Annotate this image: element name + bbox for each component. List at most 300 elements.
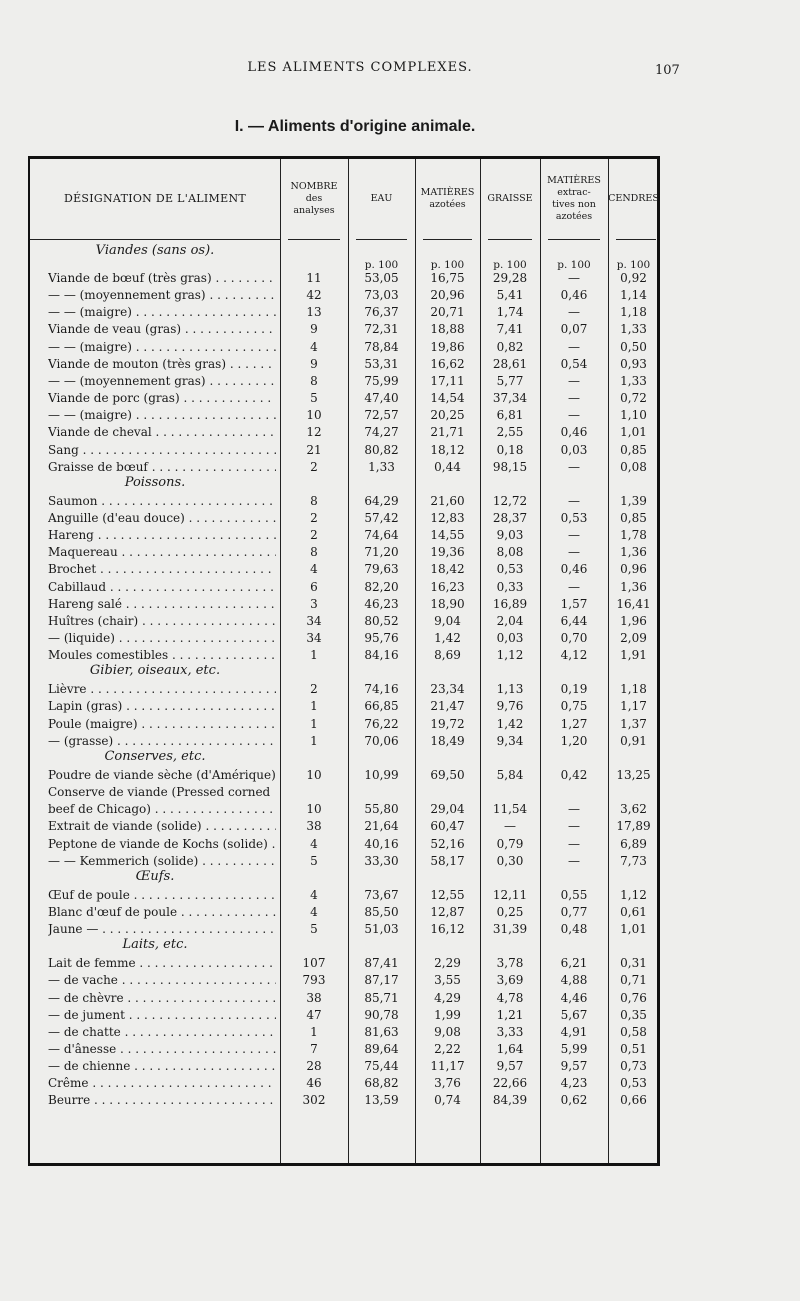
extractives-value: — xyxy=(568,819,580,834)
eau-value: 75,44 xyxy=(364,1059,399,1074)
azotees-value: 3,76 xyxy=(434,1076,461,1091)
cendres-value: 1,37 xyxy=(620,716,647,731)
table-row xyxy=(30,408,657,425)
cendres-value: 1,01 xyxy=(620,425,647,440)
analyses-count: 8 xyxy=(310,493,318,508)
food-label: — d'ânesse . . . xyxy=(48,1042,276,1056)
table-row xyxy=(30,305,657,322)
cendres-value: 13,25 xyxy=(616,767,651,782)
analyses-count: 9 xyxy=(310,356,318,371)
eau-value: 78,84 xyxy=(364,339,399,354)
eau-value: 81,63 xyxy=(364,1024,399,1039)
analyses-count: 8 xyxy=(310,545,318,560)
analyses-count: 1 xyxy=(310,648,318,663)
graisse-value: 0,82 xyxy=(496,339,524,354)
extractives-value: 0,48 xyxy=(560,922,588,937)
graisse-value: 1,64 xyxy=(496,1042,524,1056)
food-label: — — Kemmerich (solide) . . . xyxy=(48,854,276,868)
analyses-count: 47 xyxy=(306,1007,322,1022)
cendres-value: 3,62 xyxy=(620,802,647,817)
table-row xyxy=(30,1025,657,1042)
food-label: Peptone de viande de Kochs (solide) . . . xyxy=(48,837,276,851)
table-row xyxy=(30,1059,657,1076)
extractives-value: 0,46 xyxy=(560,425,588,440)
food-label: Viande de veau (gras) . . . xyxy=(48,322,276,336)
extractives-value: 6,44 xyxy=(560,613,588,628)
food-label: Lapin (gras) . . . xyxy=(48,699,276,713)
food-label: Lièvre . . . xyxy=(48,682,276,696)
table-row xyxy=(30,905,657,922)
category-title: Gibier, oiseaux, etc. xyxy=(89,663,221,679)
table-row xyxy=(30,374,657,391)
extractives-value: — xyxy=(568,305,580,320)
cendres-value: 0,66 xyxy=(620,1093,647,1108)
graisse-value: 5,41 xyxy=(496,288,524,303)
table-row xyxy=(30,768,657,785)
eau-value: 85,50 xyxy=(364,904,399,919)
category-title: Laits, etc. xyxy=(122,937,188,953)
extractives-value: — xyxy=(568,459,580,474)
header-rule xyxy=(616,239,656,240)
eau-value: 66,85 xyxy=(364,699,399,714)
azotees-value: 18,12 xyxy=(430,442,465,457)
table-row xyxy=(30,682,657,699)
eau-value: 70,06 xyxy=(364,733,399,748)
analyses-count: 38 xyxy=(306,819,322,834)
extractives-value: 1,20 xyxy=(560,733,588,748)
azotees-value: 29,04 xyxy=(430,802,465,817)
cendres-value: 1,96 xyxy=(620,613,647,628)
table-row xyxy=(30,340,657,357)
unit-eau: p. 100 xyxy=(364,259,399,271)
graisse-value: 98,15 xyxy=(492,459,528,474)
category-title: Conserves, etc. xyxy=(104,748,206,764)
food-label: — — (maigre) . . . xyxy=(48,340,276,354)
azotees-value: 12,83 xyxy=(430,510,465,525)
graisse-value: 6,81 xyxy=(496,408,524,423)
table-row xyxy=(30,580,657,597)
graisse-value: 0,18 xyxy=(496,442,524,457)
analyses-count: 302 xyxy=(302,1093,326,1108)
eau-value: 10,99 xyxy=(364,767,399,782)
header-rule xyxy=(356,239,407,240)
eau-value: 33,30 xyxy=(364,853,399,868)
analyses-count: 46 xyxy=(306,1076,322,1091)
food-label: Œuf de poule . . . xyxy=(48,888,276,902)
extractives-value: — xyxy=(568,853,580,868)
table-row xyxy=(30,322,657,339)
food-label: beef de Chicago) . . . xyxy=(48,802,276,816)
cendres-value: 1,33 xyxy=(620,322,647,337)
food-label: Saumon . . . xyxy=(48,494,276,508)
food-label: — — (moyennement gras) . . . xyxy=(48,374,276,388)
azotees-value: 21,71 xyxy=(430,425,465,440)
azotees-value: 9,04 xyxy=(434,613,461,628)
food-label: Viande de bœuf (très gras) . . . xyxy=(48,271,276,285)
table-row xyxy=(30,1076,657,1093)
extractives-value: — xyxy=(568,271,580,285)
eau-value: 51,03 xyxy=(364,922,399,937)
cendres-value: 1,14 xyxy=(620,288,647,303)
graisse-value: 1,42 xyxy=(496,716,524,731)
graisse-value: 3,78 xyxy=(496,956,524,971)
food-label: — de chienne . . . xyxy=(48,1059,276,1073)
azotees-value: 19,36 xyxy=(430,545,465,560)
analyses-count: 13 xyxy=(306,305,322,320)
azotees-value: 69,50 xyxy=(430,767,465,782)
cendres-value: 7,73 xyxy=(620,853,647,868)
graisse-value: 84,39 xyxy=(492,1093,528,1108)
analyses-count: 1 xyxy=(310,716,318,731)
extractives-value: 0,19 xyxy=(560,682,588,697)
eau-value: 87,17 xyxy=(364,973,399,988)
eau-value: 74,27 xyxy=(364,425,399,440)
graisse-value: 9,03 xyxy=(496,528,524,543)
graisse-value: 0,30 xyxy=(496,853,524,868)
cendres-value: 2,09 xyxy=(620,631,647,645)
azotees-value: 52,16 xyxy=(430,836,465,851)
graisse-value: 9,57 xyxy=(496,1059,524,1074)
food-label: Blanc d'œuf de poule . . . xyxy=(48,905,276,919)
azotees-value: 18,42 xyxy=(430,562,465,577)
azotees-value: 18,49 xyxy=(430,733,465,748)
cendres-value: 1,17 xyxy=(620,699,647,714)
food-label: Huîtres (chair) . . . xyxy=(48,614,276,628)
extractives-value: — xyxy=(568,373,580,388)
azotees-value: 9,08 xyxy=(434,1024,461,1039)
azotees-value: 19,72 xyxy=(430,716,465,731)
cendres-value: 16,41 xyxy=(616,596,651,611)
cendres-value: 0,53 xyxy=(620,1076,647,1091)
food-label: — de chatte . . . xyxy=(48,1025,276,1039)
extractives-value: — xyxy=(568,579,580,594)
table-row xyxy=(30,888,657,905)
azotees-value: 21,47 xyxy=(430,699,465,714)
eau-value: 90,78 xyxy=(364,1007,399,1022)
table-row xyxy=(30,973,657,990)
azotees-value: 21,60 xyxy=(430,493,465,508)
cendres-value: 0,92 xyxy=(620,271,647,285)
analyses-count: 4 xyxy=(310,836,318,851)
food-label: — de chèvre . . . xyxy=(48,991,276,1005)
extractives-value: 6,21 xyxy=(560,956,588,971)
extractives-value: 0,46 xyxy=(560,288,588,303)
eau-value: 89,64 xyxy=(364,1042,399,1056)
azotees-value: 8,69 xyxy=(434,648,461,663)
food-label: Lait de femme . . . xyxy=(48,956,276,970)
food-label: — (grasse) . . . xyxy=(48,734,276,748)
table-row xyxy=(30,357,657,374)
eau-value: 53,05 xyxy=(364,271,399,285)
graisse-value: 4,78 xyxy=(496,990,524,1005)
cendres-value: 0,51 xyxy=(620,1042,647,1056)
cendres-value: 0,85 xyxy=(620,510,647,525)
table-row xyxy=(30,425,657,442)
analyses-count: 4 xyxy=(310,339,318,354)
graisse-value: 12,11 xyxy=(492,887,528,902)
eau-value: 73,03 xyxy=(364,288,399,303)
eau-value: 57,42 xyxy=(364,510,399,525)
azotees-value: 0,44 xyxy=(434,459,461,474)
food-label: Conserve de viande (Pressed corned xyxy=(48,785,271,800)
azotees-value: 16,23 xyxy=(430,579,465,594)
table-row xyxy=(30,717,657,734)
food-label: Maquereau . . . xyxy=(48,545,276,559)
cendres-value: 6,89 xyxy=(620,836,647,851)
header-rule xyxy=(423,239,472,240)
graisse-value: — xyxy=(504,819,516,834)
analyses-count: 4 xyxy=(310,887,318,902)
cendres-value: 0,31 xyxy=(620,956,647,971)
azotees-value: 60,47 xyxy=(430,819,465,834)
extractives-value: 5,99 xyxy=(560,1042,588,1056)
food-label: Poudre de viande sèche (d'Amérique) . . . xyxy=(48,768,276,782)
header-designation: DÉSIGNATION DE L'ALIMENT xyxy=(63,192,247,205)
extractives-value: — xyxy=(568,802,580,817)
eau-value: 21,64 xyxy=(364,819,399,834)
eau-value: 74,64 xyxy=(364,528,399,543)
food-label: — — (maigre) . . . xyxy=(48,408,276,422)
eau-value: 71,20 xyxy=(364,545,399,560)
table-row xyxy=(30,391,657,408)
analyses-count: 6 xyxy=(310,579,318,594)
graisse-value: 3,69 xyxy=(496,973,524,988)
table-row xyxy=(30,443,657,460)
table-row xyxy=(30,699,657,716)
analyses-count: 2 xyxy=(310,682,318,697)
page-number: 107 xyxy=(655,63,680,78)
food-label: Jaune — . . . xyxy=(48,922,276,936)
table-row xyxy=(30,511,657,528)
food-label: — — (maigre) . . . xyxy=(48,305,276,319)
graisse-value: 37,34 xyxy=(492,391,528,406)
analyses-count: 5 xyxy=(310,853,318,868)
azotees-value: 18,88 xyxy=(430,322,465,337)
graisse-value: 9,34 xyxy=(496,733,524,748)
food-label: — — (moyennement gras) . . . xyxy=(48,288,276,302)
food-label: Hareng . . . xyxy=(48,528,276,542)
table-row xyxy=(30,1008,657,1025)
extractives-value: 0,42 xyxy=(560,767,588,782)
cendres-value: 0,08 xyxy=(620,459,647,474)
analyses-count: 5 xyxy=(310,922,318,937)
eau-value: 68,82 xyxy=(364,1076,399,1091)
cendres-value: 1,10 xyxy=(620,408,647,423)
cendres-value: 0,35 xyxy=(620,1007,647,1022)
azotees-value: 2,22 xyxy=(434,1042,461,1056)
extractives-value: 4,91 xyxy=(560,1024,588,1039)
table-row xyxy=(30,614,657,631)
cendres-value: 1,36 xyxy=(620,545,647,560)
composition-table xyxy=(28,156,660,1166)
food-label: — (liquide) . . . xyxy=(48,631,276,645)
eau-value: 13,59 xyxy=(364,1093,399,1108)
extractives-value: 4,12 xyxy=(560,648,588,663)
azotees-value: 14,55 xyxy=(430,528,465,543)
food-label: Sang . . . xyxy=(48,443,276,457)
eau-value: 72,31 xyxy=(364,322,399,337)
analyses-count: 10 xyxy=(306,408,322,423)
extractives-value: 4,46 xyxy=(560,990,588,1005)
analyses-count: 1 xyxy=(310,1024,318,1039)
eau-value: 64,29 xyxy=(364,493,399,508)
extractives-value: 0,54 xyxy=(560,356,588,371)
azotees-value: 12,87 xyxy=(430,904,465,919)
graisse-value: 1,12 xyxy=(496,648,524,663)
azotees-value: 23,34 xyxy=(430,682,465,697)
extractives-value: 0,75 xyxy=(560,699,588,714)
header-rule xyxy=(288,239,340,240)
azotees-value: 16,12 xyxy=(430,922,465,937)
azotees-value: 0,74 xyxy=(434,1093,461,1108)
analyses-count: 10 xyxy=(306,802,322,817)
header-rule xyxy=(488,239,532,240)
table-row xyxy=(30,631,657,648)
eau-value: 40,16 xyxy=(364,836,399,851)
graisse-value: 7,41 xyxy=(496,322,524,337)
graisse-value: 12,72 xyxy=(492,493,528,508)
extractives-value: 0,07 xyxy=(560,322,588,337)
table-row xyxy=(30,802,657,819)
extractives-value: — xyxy=(568,339,580,354)
cendres-value: 0,61 xyxy=(620,904,647,919)
analyses-count: 4 xyxy=(310,562,318,577)
extractives-value: — xyxy=(568,408,580,423)
analyses-count: 3 xyxy=(310,596,318,611)
unit-cendres: p. 100 xyxy=(616,259,651,271)
eau-value: 76,37 xyxy=(364,305,399,320)
food-label: Crême . . . xyxy=(48,1076,276,1090)
food-label: Viande de porc (gras) . . . xyxy=(48,391,276,405)
graisse-value: 2,55 xyxy=(496,425,524,440)
analyses-count: 2 xyxy=(310,510,318,525)
extractives-value: 0,62 xyxy=(560,1093,588,1108)
graisse-value: 28,61 xyxy=(492,356,528,371)
cendres-value: 0,91 xyxy=(620,733,647,748)
header-matieres-extractives: MATIÈRES extrac- tives non azotées xyxy=(547,175,601,222)
extractives-value: 0,55 xyxy=(560,887,588,902)
table-row xyxy=(30,597,657,614)
food-label: — de jument . . . xyxy=(48,1008,276,1022)
header-rule xyxy=(548,239,600,240)
cendres-value: 0,71 xyxy=(620,973,647,988)
extractives-value: — xyxy=(568,836,580,851)
eau-value: 76,22 xyxy=(364,716,399,731)
table-row xyxy=(30,494,657,511)
category-title: Œufs. xyxy=(135,868,175,884)
extractives-value: 4,88 xyxy=(560,973,588,988)
azotees-value: 58,17 xyxy=(430,853,465,868)
azotees-value: 18,90 xyxy=(430,596,465,611)
analyses-count: 34 xyxy=(306,631,322,645)
table-row xyxy=(30,819,657,836)
table-row xyxy=(30,545,657,562)
graisse-value: 0,25 xyxy=(496,904,524,919)
food-label: Graisse de bœuf . . . xyxy=(48,460,276,474)
azotees-value: 1,99 xyxy=(434,1007,461,1022)
analyses-count: 5 xyxy=(310,391,318,406)
azotees-value: 12,55 xyxy=(430,887,465,902)
graisse-value: 31,39 xyxy=(492,922,528,937)
azotees-value: 20,96 xyxy=(430,288,465,303)
graisse-value: 0,03 xyxy=(496,631,524,645)
food-label: Cabillaud . . . xyxy=(48,580,276,594)
eau-value: 79,63 xyxy=(364,562,399,577)
food-label: Brochet . . . xyxy=(48,562,276,576)
graisse-value: 8,08 xyxy=(496,545,524,560)
eau-value: 1,33 xyxy=(368,459,395,474)
eau-value: 80,82 xyxy=(364,442,399,457)
food-label: Viande de mouton (très gras) . . . xyxy=(48,357,276,371)
eau-value: 74,16 xyxy=(364,682,399,697)
table-row xyxy=(30,288,657,305)
graisse-value: 22,66 xyxy=(492,1076,528,1091)
cendres-value: 1,39 xyxy=(620,493,647,508)
analyses-count: 10 xyxy=(306,767,322,782)
table-row xyxy=(30,1093,657,1110)
graisse-value: 0,79 xyxy=(496,836,524,851)
extractives-value: 1,57 xyxy=(560,596,588,611)
azotees-value: 11,17 xyxy=(430,1059,465,1074)
extractives-value: 0,46 xyxy=(560,562,588,577)
running-head: LES ALIMENTS COMPLEXES. xyxy=(247,60,473,75)
cendres-value: 17,89 xyxy=(616,819,651,834)
cendres-value: 0,50 xyxy=(620,339,647,354)
food-label: Anguille (d'eau douce) . . . xyxy=(48,511,276,525)
graisse-value: 5,77 xyxy=(496,373,524,388)
graisse-value: 9,76 xyxy=(496,699,524,714)
section-title: I. — Aliments d'origine animale. xyxy=(234,118,476,135)
analyses-count: 9 xyxy=(310,322,318,337)
extractives-value: 4,23 xyxy=(560,1076,588,1091)
table-row xyxy=(30,271,657,288)
azotees-value: 1,42 xyxy=(434,631,461,645)
food-label: Beurre . . . xyxy=(48,1093,276,1107)
graisse-value: 29,28 xyxy=(492,271,528,285)
cendres-value: 0,85 xyxy=(620,442,647,457)
analyses-count: 38 xyxy=(306,990,322,1005)
cendres-value: 1,18 xyxy=(620,682,647,697)
azotees-value: 19,86 xyxy=(430,339,465,354)
graisse-value: 3,33 xyxy=(496,1024,524,1039)
analyses-count: 1 xyxy=(310,699,318,714)
graisse-value: 16,89 xyxy=(492,596,528,611)
cendres-value: 0,58 xyxy=(620,1024,647,1039)
extractives-value: — xyxy=(568,528,580,543)
eau-value: 53,31 xyxy=(364,356,399,371)
azotees-value: 17,11 xyxy=(430,373,465,388)
unit-graisse: p. 100 xyxy=(493,259,527,271)
eau-value: 95,76 xyxy=(364,631,399,645)
analyses-count: 793 xyxy=(302,973,326,988)
graisse-value: 5,84 xyxy=(496,767,524,782)
analyses-count: 34 xyxy=(306,613,322,628)
food-label: Extrait de viande (solide) . . . xyxy=(48,819,276,833)
azotees-value: 14,54 xyxy=(430,391,465,406)
analyses-count: 12 xyxy=(306,425,322,440)
unit-azotees: p. 100 xyxy=(430,259,465,271)
graisse-value: 0,33 xyxy=(496,579,524,594)
cendres-value: 0,72 xyxy=(620,391,647,406)
analyses-count: 21 xyxy=(306,442,322,457)
header-nombre: NOMBRE des analyses xyxy=(290,181,338,216)
cendres-value: 1,33 xyxy=(620,373,647,388)
graisse-value: 1,13 xyxy=(496,682,524,697)
azotees-value: 2,29 xyxy=(434,956,461,971)
analyses-count: 2 xyxy=(310,459,318,474)
azotees-value: 20,71 xyxy=(430,305,465,320)
cendres-value: 1,12 xyxy=(620,887,647,902)
